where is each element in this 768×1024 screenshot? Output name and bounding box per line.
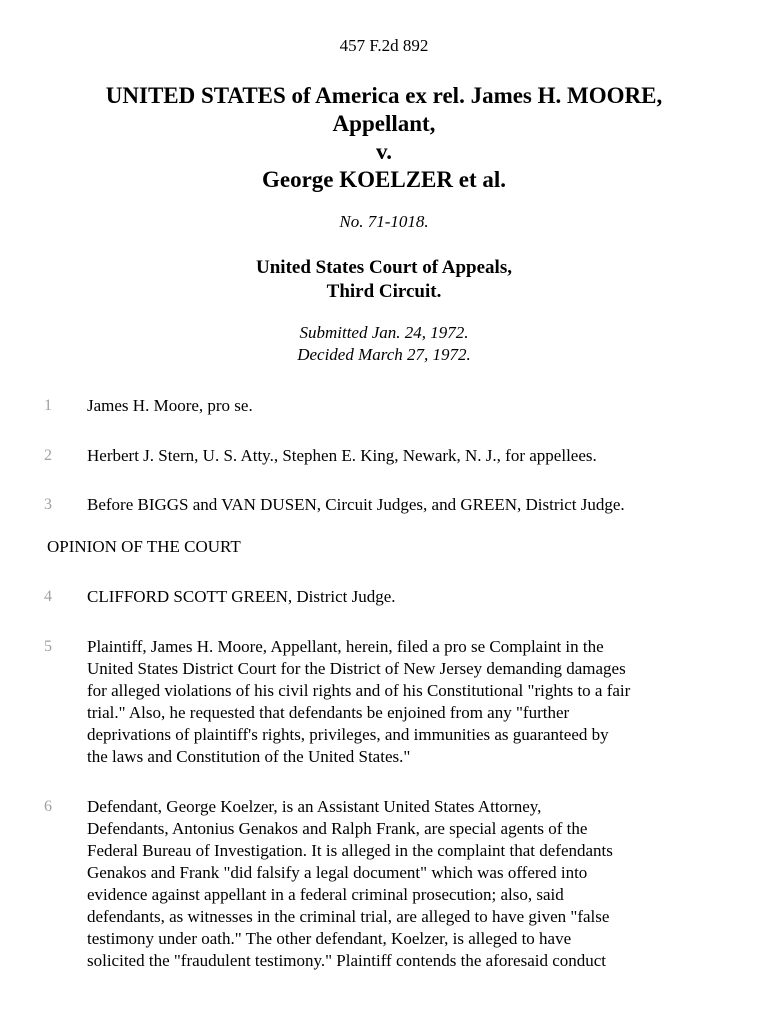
docket-number: No. 71-1018. <box>339 212 429 231</box>
paragraph-number: 6 <box>44 798 52 815</box>
paragraph-line: Defendant, George Koelzer, is an Assistant United States Attorney, <box>87 797 542 816</box>
paragraph-number: 2 <box>44 447 52 464</box>
paragraph-line: Defendants, Antonius Genakos and Ralph Frank, are special agents of the <box>87 819 588 838</box>
paragraph-text <box>87 636 747 768</box>
caption-line-4: George KOELZER et al. <box>261 167 507 192</box>
paragraph-line: Genakos and Frank "did falsify a legal document" which was offered into <box>87 863 588 882</box>
case-caption <box>0 82 768 194</box>
paragraph-line: deprivations of plaintiff's rights, privileges, and immunities as guaranteed by <box>87 725 609 744</box>
paragraph-text <box>87 494 747 516</box>
court-line-2: Third Circuit. <box>326 281 442 302</box>
paragraph-line: United States District Court for the District of New Jersey demanding damages <box>87 659 626 678</box>
paragraph-line: Federal Bureau of Investigation. It is alleged in the complaint that defendants <box>87 841 613 860</box>
caption-line-1: UNITED STATES of America ex rel. James H. MOORE, <box>105 83 663 108</box>
case-dates <box>0 322 768 366</box>
paragraph-line: evidence against appellant in a federal criminal prosecution; also, said <box>87 885 564 904</box>
court-name <box>0 256 768 304</box>
paragraph-line: testimony under oath." The other defendant, Koelzer, is alleged to have <box>87 929 572 948</box>
paragraph-line: defendants, as witnesses in the criminal trial, are alleged to have given "false <box>87 907 610 926</box>
paragraph-line: solicited the "fraudulent testimony." Plaintiff contends the aforesaid conduct <box>87 951 607 970</box>
paragraph-line: the laws and Constitution of the United States." <box>87 747 411 766</box>
paragraph-line: James H. Moore, pro se. <box>87 396 253 415</box>
section-heading: OPINION OF THE COURT <box>47 537 241 556</box>
paragraph-number: 5 <box>44 638 52 655</box>
caption-line-2: Appellant, <box>332 111 436 136</box>
paragraph-text <box>87 445 747 467</box>
decided-date: Decided March 27, 1972. <box>297 345 471 364</box>
paragraph-number: 3 <box>44 496 52 513</box>
paragraph-line: for alleged violations of his civil rights and of his Constitutional "rights to a fair <box>87 681 631 700</box>
paragraph-line: CLIFFORD SCOTT GREEN, District Judge. <box>87 587 396 606</box>
case-citation: 457 F.2d 892 <box>339 36 429 55</box>
paragraph-text <box>87 395 747 417</box>
paragraph-text <box>87 796 747 972</box>
court-line-1: United States Court of Appeals, <box>256 257 512 278</box>
paragraph-line: trial." Also, he requested that defendants be enjoined from any "further <box>87 703 570 722</box>
paragraph-number: 1 <box>44 397 52 414</box>
caption-line-3: v. <box>376 139 392 164</box>
paragraph-number: 4 <box>44 588 52 605</box>
paragraph-line: Herbert J. Stern, U. S. Atty., Stephen E. King, Newark, N. J., for appellees. <box>87 446 597 465</box>
paragraph-line: Before BIGGS and VAN DUSEN, Circuit Judges, and GREEN, District Judge. <box>87 495 625 514</box>
paragraph-line: Plaintiff, James H. Moore, Appellant, herein, filed a pro se Complaint in the <box>87 637 604 656</box>
paragraph-text <box>87 586 747 608</box>
submitted-date: Submitted Jan. 24, 1972. <box>299 323 469 342</box>
